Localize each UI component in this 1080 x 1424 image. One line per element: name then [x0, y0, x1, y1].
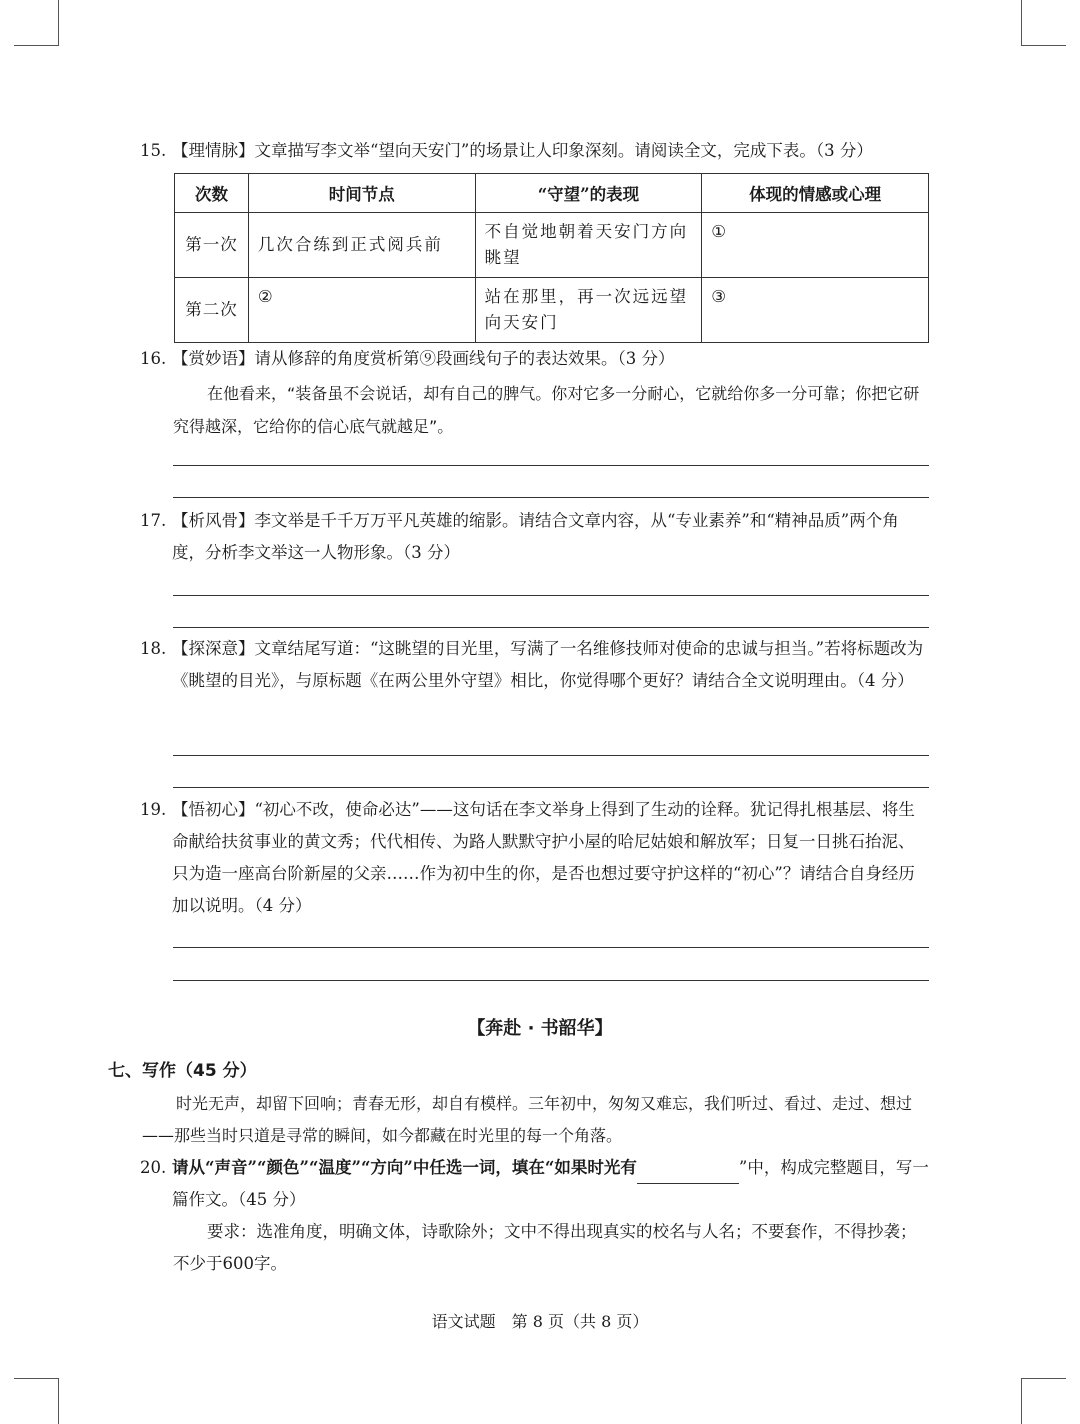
- question-number: 15.: [140, 141, 167, 160]
- crop-mark-top-right-v: [1021, 0, 1022, 46]
- answer-cell[interactable]: ②: [248, 278, 475, 343]
- table-row: [175, 278, 929, 343]
- question-20: [140, 1152, 930, 1216]
- question-number: 16.: [140, 349, 167, 368]
- table-cell: 几次合练到正式阅兵前: [248, 213, 475, 278]
- table-header: 次数: [175, 174, 249, 213]
- question-text: 【赏妙语】请从修辞的角度赏析第⑨段画线句子的表达效果。（3 分）: [172, 349, 675, 368]
- answer-line[interactable]: [173, 947, 929, 948]
- quoted-sentence: 在他看来，“装备虽不会说话，却有自己的脾气。你对它多一分耐心，它就给你多一分可靠；你把它研究得越深，它给你的信心底气就越足”。: [173, 384, 920, 436]
- question-number: 18.: [140, 639, 167, 658]
- crop-mark-bottom-left-h: [14, 1378, 59, 1379]
- answer-line[interactable]: [173, 755, 929, 756]
- answer-line[interactable]: [173, 497, 929, 498]
- answer-cell[interactable]: ③: [702, 278, 929, 343]
- question-15: [140, 135, 930, 167]
- page-footer: 语文试题 第 8 页（共 8 页）: [431, 1312, 649, 1331]
- table-cell: 第一次: [175, 213, 249, 278]
- crop-mark-bottom-left-v: [58, 1378, 59, 1424]
- table-header: 体现的情感或心理: [702, 174, 929, 213]
- table-cell: 不自觉地朝着天安门方向眺望: [475, 213, 702, 278]
- crop-mark-top-right-h: [1021, 45, 1066, 46]
- part-title: 【奔赴 · 书韶华】: [467, 1018, 613, 1039]
- question-18: [140, 633, 930, 697]
- table-cell: 站在那里，再一次远远望向天安门: [475, 278, 702, 343]
- table-header: 时间节点: [248, 174, 475, 213]
- section-heading: 七、写作（45 分）: [108, 1061, 257, 1081]
- answer-cell[interactable]: ①: [702, 213, 929, 278]
- question-number: 17.: [140, 511, 167, 530]
- question-text: 【析风骨】李文举是千千万万平凡英雄的缩影。请结合文章内容，从“专业素养”和“精神品质”两个角度，分析李文举这一人物形象。（3 分）: [172, 511, 899, 562]
- table-cell: 第二次: [175, 278, 249, 343]
- writing-requirements: 要求：选准角度，明确文体，诗歌除外；文中不得出现真实的校名与人名；不要套作，不得抄袭；不少于600字。: [173, 1222, 917, 1273]
- question-text: ”中，构成完整题目，写一篇作文。（45 分）: [172, 1158, 929, 1209]
- answer-table: [174, 173, 929, 343]
- crop-mark-top-left-v: [58, 0, 59, 46]
- table-row: [175, 213, 929, 278]
- question-17: [140, 505, 930, 569]
- question-number: 19.: [140, 800, 167, 819]
- crop-mark-bottom-right-v: [1021, 1378, 1022, 1424]
- writing-intro: 时光无声，却留下回响；青春无形，却自有模样。三年初中，匆匆又难忘，我们听过、看过、走过、想过——那些当时只道是寻常的瞬间，如今都藏在时光里的每一个角落。: [142, 1094, 913, 1145]
- question-19: [140, 794, 930, 922]
- table-header-row: [175, 174, 929, 213]
- question-text: 【理情脉】文章描写李文举“望向天安门”的场景让人印象深刻。请阅读全文，完成下表。（3 分）: [172, 141, 873, 160]
- table-header: “守望”的表现: [475, 174, 702, 213]
- answer-line[interactable]: [173, 627, 929, 628]
- crop-mark-top-left-h: [14, 45, 59, 46]
- answer-line[interactable]: [173, 465, 929, 466]
- crop-mark-bottom-right-h: [1021, 1378, 1066, 1379]
- answer-line[interactable]: [173, 595, 929, 596]
- question-number: 20.: [140, 1158, 167, 1177]
- title-blank[interactable]: [637, 1165, 739, 1184]
- question-text: 请从“声音”“颜色”“温度”“方向”中任选一词，填在“如果时光有: [172, 1158, 637, 1177]
- answer-line[interactable]: [173, 980, 929, 981]
- question-16: [140, 343, 930, 375]
- question-text: 【悟初心】“初心不改，使命必达”——这句话在李文举身上得到了生动的诠释。犹记得扎根基层、将生命献给扶贫事业的黄文秀；代代相传、为路人默默守护小屋的哈尼姑娘和解放军；日复一日挑石抬泥、只为造一座高台阶新屋的父亲……作为初中生的你，是否也想过要守护这样的“初心”？请结合自身经历加以说明。（4 分）: [172, 800, 915, 915]
- question-text: 【探深意】文章结尾写道：“这眺望的目光里，写满了一名维修技师对使命的忠诚与担当。”若将标题改为《眺望的目光》，与原标题《在两公里外守望》相比，你觉得哪个更好？请结合全文说明理由。（4 分）: [172, 639, 924, 690]
- answer-line[interactable]: [173, 787, 929, 788]
